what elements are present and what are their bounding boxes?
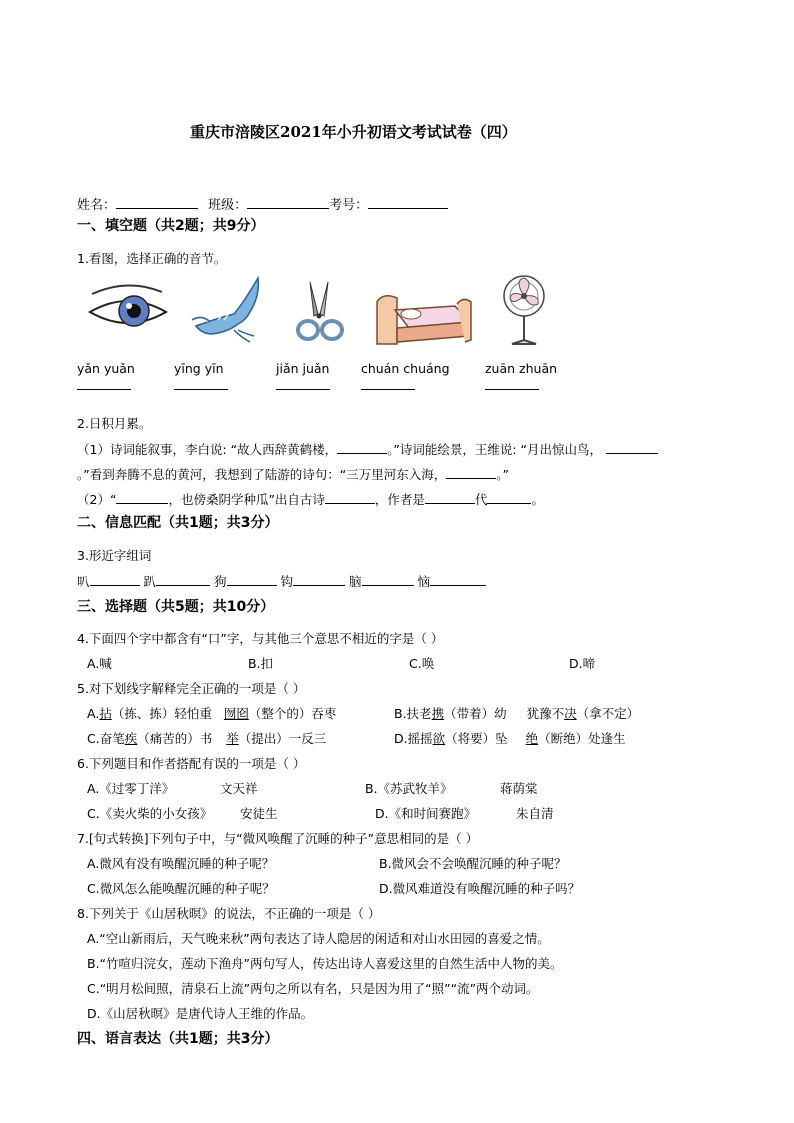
number-label: 考号： bbox=[329, 198, 369, 213]
class-blank[interactable] bbox=[247, 194, 329, 209]
q5-b-text-2: （拿不定） bbox=[576, 706, 640, 721]
char-3: 狗 bbox=[214, 574, 227, 589]
q4-option-c[interactable]: C.唤 bbox=[409, 656, 435, 671]
q6-option-d-author: 朱自清 bbox=[516, 806, 554, 821]
char-blank-5[interactable] bbox=[362, 571, 414, 586]
q2-text-3b: ，也傍桑阴学种瓜”出自古诗 bbox=[168, 492, 325, 507]
section-heading-2: 二、信息匹配（共1题；共3分） bbox=[77, 515, 279, 531]
q5-d-underlined-1: 欲 bbox=[432, 731, 446, 746]
q5-d-text-1: （将要）坠 bbox=[445, 731, 508, 746]
q5-b-text-1: （带着）幼 bbox=[444, 706, 507, 721]
question-2-line-1 bbox=[77, 439, 658, 458]
char-6: 恼 bbox=[417, 574, 431, 589]
q8-option-b[interactable]: B.“竹喧归浣女，莲动下渔舟”两句写人，传达出诗人喜爱这里的自然生活中人物的美。 bbox=[87, 956, 563, 971]
q5-option-b[interactable] bbox=[394, 704, 639, 722]
question-2-stem: 2.日积月累。 bbox=[77, 416, 152, 431]
eagle-icon bbox=[188, 274, 268, 348]
q8-option-c[interactable]: C.“明月松间照，清泉石上流”两句之所以有名，只是因为用了“照”“流”两个动词。 bbox=[87, 981, 539, 996]
char-blank-4[interactable] bbox=[293, 571, 345, 586]
q5-c-prefix: C.奋笔 bbox=[87, 731, 125, 746]
q8-option-d[interactable]: D.《山居秋暝》是唐代诗人王维的作品。 bbox=[87, 1006, 314, 1021]
q5-a-text-1: （拣、拣）轻怕重 bbox=[111, 706, 212, 721]
pinyin-option-2: yīng yīn bbox=[174, 361, 224, 376]
q5-a-prefix: A. bbox=[87, 706, 100, 721]
question-7-stem: 7.[句式转换]下列句子中，与“微风唤醒了沉睡的种子”意思相同的是（ ） bbox=[77, 831, 479, 846]
pinyin-option-5: zuān zhuān bbox=[485, 361, 558, 376]
char-1: 叭 bbox=[77, 574, 90, 589]
question-5-stem: 5.对下划线字解释完全正确的一项是（ ） bbox=[77, 681, 306, 696]
q2-text-2a: 。”看到奔腾不息的黄河，我想到了陆游的诗句：“三万里河东入海， bbox=[77, 467, 447, 482]
question-4-stem: 4.下面四个字中都含有“口”字，与其他三个意思不相近的字是（ ） bbox=[77, 631, 444, 646]
question-2-line-3 bbox=[77, 489, 544, 508]
class-label: 班级： bbox=[208, 198, 248, 213]
q7-option-d[interactable]: D.微风难道没有唤醒沉睡的种子吗？ bbox=[379, 881, 581, 896]
q2-text-3c: ，作者是 bbox=[374, 492, 425, 507]
char-blank-2[interactable] bbox=[156, 571, 210, 586]
question-1-stem: 1.看图，选择正确的音节。 bbox=[77, 251, 227, 266]
section-heading-4: 四、语言表达（共1题；共3分） bbox=[77, 1031, 279, 1047]
char-2: 趴 bbox=[143, 574, 157, 589]
name-label: 姓名： bbox=[77, 198, 117, 213]
q6-option-a-author: 文天祥 bbox=[220, 781, 258, 796]
char-4: 钩 bbox=[280, 574, 294, 589]
q5-a-text-2: （整个的）吞枣 bbox=[248, 706, 337, 721]
q5-b-prefix-2: 犹豫不 bbox=[526, 706, 565, 721]
pinyin-option-4: chuán chuáng bbox=[361, 361, 450, 376]
q2-blank-1[interactable] bbox=[337, 439, 387, 454]
q5-option-d[interactable] bbox=[394, 729, 626, 747]
q2-text-1a: （1）诗词能叙事，李白说: “故人西辞黄鹤楼， bbox=[77, 442, 338, 457]
q5-c-underlined-2: 举 bbox=[226, 731, 239, 746]
question-2-line-2 bbox=[77, 464, 509, 483]
student-info-row bbox=[77, 194, 448, 213]
q5-c-text-2: （提出）一反三 bbox=[238, 731, 327, 746]
q4-option-d[interactable]: D.啼 bbox=[569, 656, 596, 671]
eye-icon bbox=[88, 282, 168, 334]
q5-c-text-1: （痛苦的）书 bbox=[137, 731, 213, 746]
section-heading-1: 一、填空题（共2题；共9分） bbox=[77, 218, 265, 234]
name-blank[interactable] bbox=[116, 194, 198, 209]
q6-option-c[interactable]: C.《卖火柴的小女孩》 bbox=[87, 806, 213, 821]
q7-option-c[interactable]: C.微风怎么能唤醒沉睡的种子呢？ bbox=[87, 881, 275, 896]
q5-a-underlined-1: 拈 bbox=[99, 706, 112, 721]
char-blank-1[interactable] bbox=[90, 571, 140, 586]
q6-option-d[interactable]: D.《和时间赛跑》 bbox=[375, 806, 477, 821]
q4-option-b[interactable]: B.扣 bbox=[248, 656, 274, 671]
q2-text-1b: 。”诗词能绘景，王维说: “月出惊山鸟， bbox=[387, 442, 603, 457]
q5-option-a[interactable] bbox=[87, 704, 336, 722]
q4-option-a[interactable]: A.喊 bbox=[87, 656, 112, 671]
q5-option-c[interactable] bbox=[87, 729, 326, 747]
q5-d-text-2: （断绝）处逢生 bbox=[538, 731, 626, 746]
q2-blank-2[interactable] bbox=[606, 439, 658, 454]
question-6-stem: 6.下列题目和作者搭配有误的一项是（ ） bbox=[77, 756, 306, 771]
number-blank[interactable] bbox=[368, 194, 448, 209]
answer-blank-2[interactable] bbox=[174, 389, 228, 390]
char-5: 脑 bbox=[349, 574, 362, 589]
q8-option-a[interactable]: A.“空山新雨后，天气晚来秋”两句表达了诗人隐居的闲适和对山水田园的喜爱之情。 bbox=[87, 931, 550, 946]
question-3-stem: 3.形近字组词 bbox=[77, 548, 152, 563]
q2-blank-7[interactable] bbox=[487, 489, 531, 504]
q5-d-prefix: D.摇摇 bbox=[394, 731, 433, 746]
q2-blank-5[interactable] bbox=[325, 489, 375, 504]
q2-text-3e: 。 bbox=[531, 492, 544, 507]
q2-blank-4[interactable] bbox=[116, 489, 168, 504]
question-3-row bbox=[77, 571, 486, 590]
answer-blank-5[interactable] bbox=[485, 389, 539, 390]
answer-blank-1[interactable] bbox=[77, 389, 131, 390]
q5-c-underlined-1: 疾 bbox=[124, 731, 138, 746]
pinyin-option-1: yǎn yuǎn bbox=[77, 361, 135, 376]
q6-option-c-author: 安徒生 bbox=[240, 806, 278, 821]
fan-icon bbox=[494, 270, 554, 350]
char-blank-6[interactable] bbox=[430, 571, 486, 586]
bed-icon bbox=[373, 292, 473, 348]
pinyin-option-3: jiǎn juǎn bbox=[276, 361, 330, 376]
section-heading-3: 三、选择题（共5题；共10分） bbox=[77, 599, 275, 615]
q5-a-underlined-2: 囫囵 bbox=[223, 706, 249, 721]
scissors-icon bbox=[288, 280, 352, 348]
q2-text-3a: （2）“ bbox=[77, 492, 117, 507]
q7-option-a[interactable]: A.微风有没有唤醒沉睡的种子呢？ bbox=[87, 856, 275, 871]
answer-blank-3[interactable] bbox=[276, 389, 330, 390]
q2-blank-3[interactable] bbox=[446, 464, 496, 479]
q6-option-b-author: 蒋荫棠 bbox=[500, 781, 538, 796]
answer-blank-4[interactable] bbox=[361, 389, 415, 390]
q6-option-b[interactable]: B.《苏武牧羊》 bbox=[365, 781, 453, 796]
question-8-stem: 8.下列关于《山居秋暝》的说法，不正确的一项是（ ） bbox=[77, 906, 381, 921]
q2-text-3d: 代 bbox=[474, 492, 488, 507]
q5-b-prefix: B.扶老 bbox=[394, 706, 432, 721]
page-title: 重庆市涪陵区2021年小升初语文考试试卷（四） bbox=[190, 123, 517, 141]
q6-option-a[interactable]: A.《过零丁洋》 bbox=[87, 781, 175, 796]
q2-text-2b: 。” bbox=[496, 467, 509, 482]
char-blank-3[interactable] bbox=[227, 571, 277, 586]
q7-option-b[interactable]: B.微风会不会唤醒沉睡的种子呢？ bbox=[379, 856, 567, 871]
q2-blank-6[interactable] bbox=[425, 489, 475, 504]
q5-b-underlined-1: 携 bbox=[431, 706, 445, 721]
q5-d-underlined-2: 绝 bbox=[525, 731, 539, 746]
q5-b-underlined-2: 决 bbox=[564, 706, 577, 721]
